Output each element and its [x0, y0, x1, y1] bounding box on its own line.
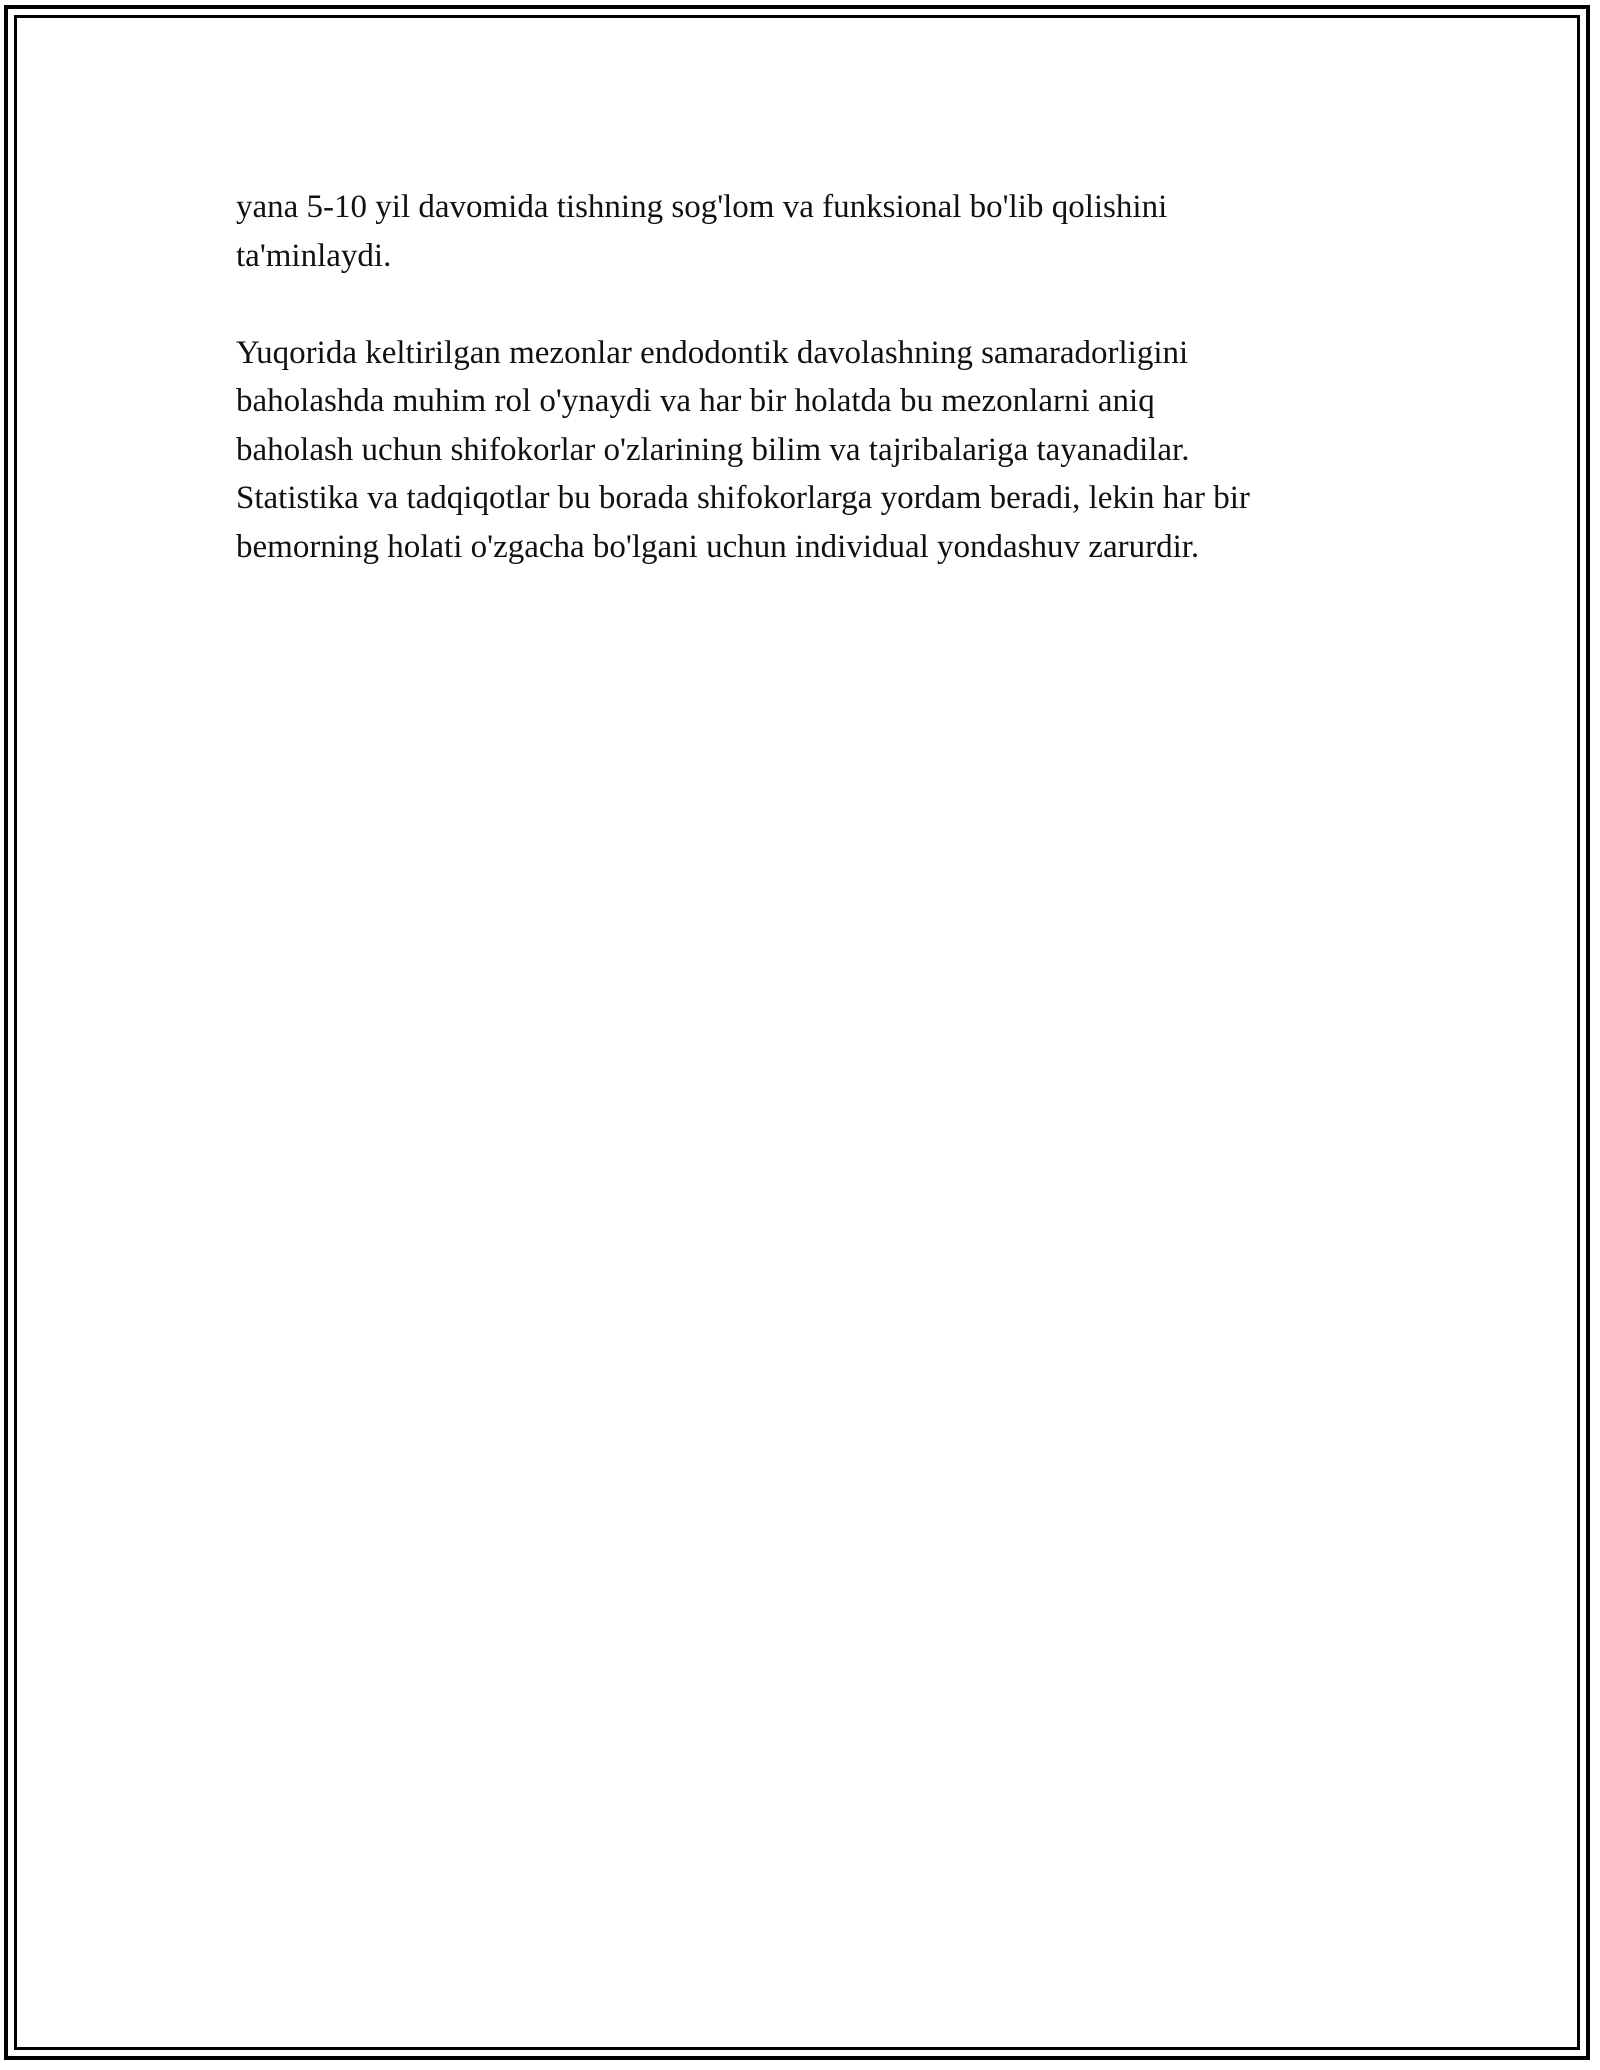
paragraph-line: Statistika va tadqiqotlar bu borada shifokorlarga yordam beradi, lekin har bir [236, 480, 1250, 516]
paragraph-line: yana 5-10 yil davomida tishning sog'lom va funksional bo'lib qolishini [236, 189, 1168, 225]
paragraph-line: baholashda muhim rol o'ynaydi va har bir holatda bu mezonlarni aniq [236, 383, 1155, 419]
paragraph-line: baholash uchun shifokorlar o'zlarining bilim va tajribalariga tayanadilar. [236, 431, 1190, 468]
paragraph-2 [236, 329, 1396, 572]
paragraph-line: bemorning holati o'zgacha bo'lgani uchun individual yondashuv zarurdir. [236, 528, 1200, 565]
document-body [236, 183, 1396, 620]
paragraph-line: ta'minlaydi. [236, 237, 392, 274]
paragraph-line: Yuqorida keltirilgan mezonlar endodontik davolashning samaradorligini [236, 334, 1189, 371]
paragraph-1 [236, 183, 1396, 280]
